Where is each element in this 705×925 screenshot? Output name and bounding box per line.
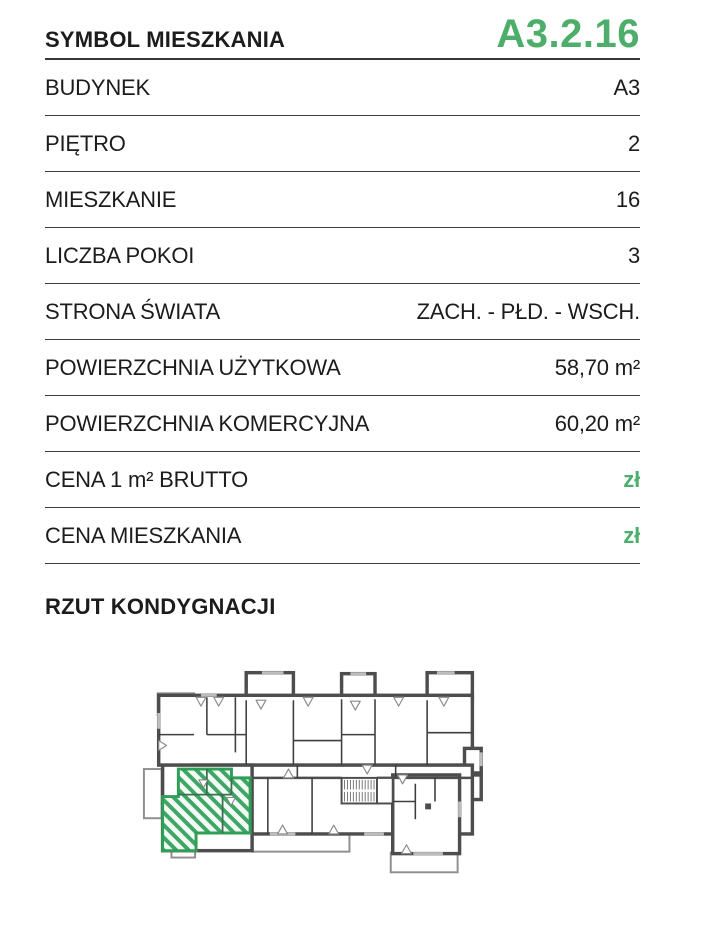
- apartment-symbol-header: [45, 0, 640, 60]
- table-row: [45, 116, 640, 172]
- apartment-symbol-value: A3.2.16: [496, 12, 640, 56]
- table-row: [45, 284, 640, 340]
- row-value: 2: [627, 130, 640, 156]
- row-value: ZACH. - PŁD. - WSCH.: [416, 298, 640, 324]
- floor-plan: [140, 654, 494, 890]
- table-row: [45, 508, 640, 564]
- row-label: POWIERZCHNIA KOMERCYJNA: [45, 410, 370, 436]
- row-label: LICZBA POKOI: [45, 242, 195, 268]
- row-value: 16: [615, 186, 640, 212]
- row-value: zł: [623, 466, 640, 492]
- row-value: 58,70 m²: [554, 354, 640, 380]
- table-row: [45, 60, 640, 116]
- row-value: A3: [613, 74, 640, 100]
- row-label: PIĘTRO: [45, 130, 126, 156]
- staircase: [342, 778, 393, 804]
- row-value: zł: [623, 522, 640, 548]
- floor-plan-container: [140, 654, 500, 890]
- row-label: BUDYNEK: [45, 74, 150, 100]
- table-row: [45, 172, 640, 228]
- row-label: CENA 1 m² BRUTTO: [45, 466, 248, 492]
- row-label: CENA MIESZKANIA: [45, 522, 242, 548]
- shaft: [425, 803, 431, 809]
- table-row: [45, 452, 640, 508]
- row-label: MIESZKANIE: [45, 186, 177, 212]
- row-label: STRONA ŚWIATA: [45, 298, 221, 324]
- row-value: 60,20 m²: [554, 410, 640, 436]
- floor-plan-section-title: RZUT KONDYGNACJI: [45, 594, 276, 619]
- row-label: POWIERZCHNIA UŻYTKOWA: [45, 354, 341, 380]
- row-value: 3: [627, 242, 640, 268]
- symbol-label: SYMBOL MIESZKANIA: [45, 27, 286, 52]
- table-row: [45, 228, 640, 284]
- details-table: [45, 60, 640, 564]
- apartment-detail-sheet: [45, 0, 640, 890]
- table-row: [45, 340, 640, 396]
- table-row: [45, 396, 640, 452]
